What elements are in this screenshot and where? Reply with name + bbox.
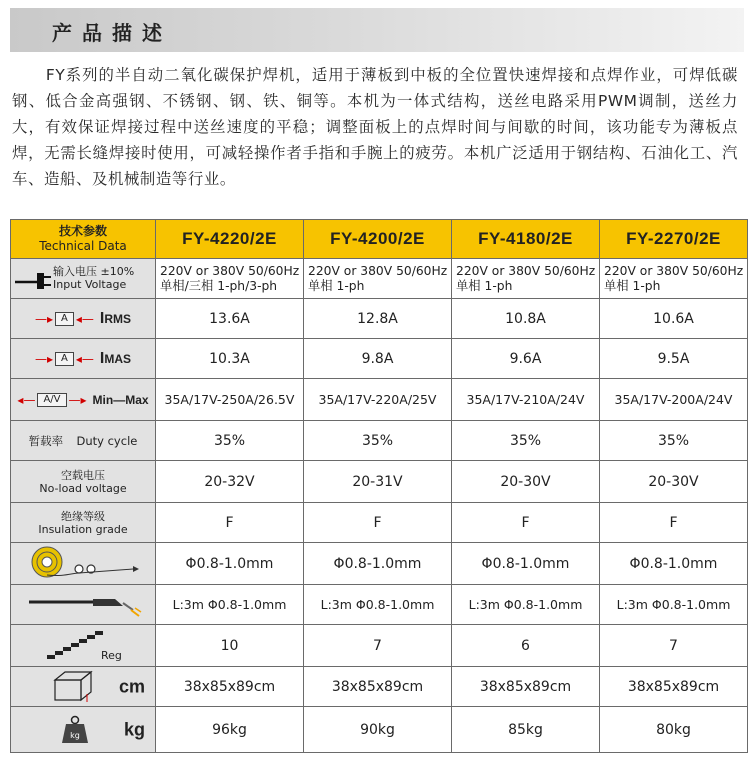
table-cell: 20-32V bbox=[156, 461, 304, 503]
technical-data-cn: 技术参数 bbox=[58, 224, 107, 238]
irms-label: —▸ A ◂— IRMS bbox=[11, 299, 156, 339]
table-cell: 10 bbox=[156, 625, 304, 667]
product-description: FY系列的半自动二氧化碳保护焊机，适用于薄板到中板的全位置快速焊接和点焊作业，可焊低碳钢、低合金高强钢、不锈钢、钢、铁、铜等。本机为一体式结构，送丝电路采用PWM调制，送丝力大，有效保证焊接过程中送丝速度的平稳；调整面板上的点焊时间与间歇的时间，该功能专为薄板点焊，无需长缝焊接时使用，可减轻操作者手指和手腕上的疲劳。本机广泛适用于钢结构、石油化工、汽车、造船、及机械制造等行业。 bbox=[12, 66, 738, 188]
arrow-left-icon: ◂— bbox=[75, 351, 94, 366]
table-cell: 38x85x89cm bbox=[304, 667, 452, 707]
minmax-label: ◂— A/V —▸ Min—Max bbox=[11, 379, 156, 421]
ammeter-icon: A bbox=[55, 352, 74, 366]
section-header-bar bbox=[10, 8, 744, 52]
imax-label: —▸ A ◂— IMAS bbox=[11, 339, 156, 379]
insulation-label: 绝缘等级 Insulation grade bbox=[11, 503, 156, 543]
voltage-cell: 220V or 380V 50/60Hz 单相 1-ph bbox=[600, 259, 748, 299]
table-cell: Φ0.8-1.0mm bbox=[156, 543, 304, 585]
noload-label: 空载电压 No-load voltage bbox=[11, 461, 156, 503]
table-cell: F bbox=[156, 503, 304, 543]
table-cell: 9.8A bbox=[304, 339, 452, 379]
table-cell: 85kg bbox=[452, 707, 600, 753]
voltage-cell: 220V or 380V 50/60Hz 单相/三相 1-ph/3-ph bbox=[156, 259, 304, 299]
table-row bbox=[11, 461, 748, 503]
torch-label bbox=[11, 585, 156, 625]
table-cell: Φ0.8-1.0mm bbox=[304, 543, 452, 585]
reg-label: Reg bbox=[11, 625, 156, 667]
header-label-cell bbox=[11, 220, 156, 259]
table-header-row bbox=[11, 220, 748, 259]
model-header: FY-4180/2E bbox=[452, 220, 600, 259]
table-cell: F bbox=[304, 503, 452, 543]
table-cell: 35% bbox=[156, 421, 304, 461]
table-cell: F bbox=[452, 503, 600, 543]
table-row bbox=[11, 667, 748, 707]
table-row bbox=[11, 379, 748, 421]
table-cell: 7 bbox=[304, 625, 452, 667]
arrow-left-icon: ◂— bbox=[17, 392, 36, 407]
plug-icon bbox=[15, 269, 55, 289]
table-cell: 20-30V bbox=[452, 461, 600, 503]
table-cell: 35% bbox=[452, 421, 600, 461]
table-cell: F bbox=[600, 503, 748, 543]
weight-icon bbox=[61, 715, 89, 745]
svg-text:kg: kg bbox=[70, 731, 80, 740]
table-cell: 80kg bbox=[600, 707, 748, 753]
table-cell: 10.3A bbox=[156, 339, 304, 379]
section-title: 产品描述 bbox=[52, 21, 172, 45]
av-meter-icon: A/V bbox=[37, 393, 66, 407]
table-row bbox=[11, 503, 748, 543]
input-voltage-cn: 输入电压 ±10% bbox=[53, 265, 135, 278]
table-cell: L:3m Φ0.8-1.0mm bbox=[452, 585, 600, 625]
table-cell: 35A/17V-220A/25V bbox=[304, 379, 452, 421]
table-cell: 9.6A bbox=[452, 339, 600, 379]
table-cell: 13.6A bbox=[156, 299, 304, 339]
arrow-right-icon: —▸ bbox=[34, 311, 54, 326]
table-row bbox=[11, 421, 748, 461]
spec-table bbox=[10, 219, 748, 753]
table-cell: 96kg bbox=[156, 707, 304, 753]
table-cell: 20-31V bbox=[304, 461, 452, 503]
table-cell: Φ0.8-1.0mm bbox=[452, 543, 600, 585]
dimensions-label: cm bbox=[11, 667, 156, 707]
voltage-cell: 220V or 380V 50/60Hz 单相 1-ph bbox=[452, 259, 600, 299]
table-cell: 9.5A bbox=[600, 339, 748, 379]
welding-torch-icon bbox=[23, 588, 143, 618]
table-cell: 35A/17V-200A/24V bbox=[600, 379, 748, 421]
table-cell: 7 bbox=[600, 625, 748, 667]
ammeter-icon: A bbox=[55, 312, 74, 326]
arrow-left-icon: ◂— bbox=[75, 311, 94, 326]
table-cell: L:3m Φ0.8-1.0mm bbox=[304, 585, 452, 625]
weight-label: kg kg bbox=[11, 707, 156, 753]
table-cell: 90kg bbox=[304, 707, 452, 753]
table-cell: L:3m Φ0.8-1.0mm bbox=[156, 585, 304, 625]
technical-data-en: Technical Data bbox=[39, 239, 127, 253]
table-row bbox=[11, 707, 748, 753]
table-cell: 38x85x89cm bbox=[600, 667, 748, 707]
input-voltage-label bbox=[11, 259, 156, 299]
table-cell: 10.8A bbox=[452, 299, 600, 339]
model-header: FY-4220/2E bbox=[156, 220, 304, 259]
box-dimensions-icon bbox=[51, 670, 95, 704]
table-row bbox=[11, 543, 748, 585]
arrow-right-icon: —▸ bbox=[68, 392, 87, 407]
table-row bbox=[11, 259, 748, 299]
arrow-right-icon: —▸ bbox=[34, 351, 54, 366]
table-cell: L:3m Φ0.8-1.0mm bbox=[600, 585, 748, 625]
duty-cycle-label: 暂载率 Duty cycle bbox=[11, 421, 156, 461]
table-cell: 6 bbox=[452, 625, 600, 667]
table-cell: 35% bbox=[304, 421, 452, 461]
table-cell: 10.6A bbox=[600, 299, 748, 339]
table-row bbox=[11, 585, 748, 625]
wire-spool-icon bbox=[23, 545, 143, 579]
wire-feed-label bbox=[11, 543, 156, 585]
table-row bbox=[11, 625, 748, 667]
model-header: FY-4200/2E bbox=[304, 220, 452, 259]
table-row bbox=[11, 339, 748, 379]
table-cell: 35A/17V-210A/24V bbox=[452, 379, 600, 421]
steps-icon bbox=[45, 631, 105, 661]
table-row bbox=[11, 299, 748, 339]
table-cell: 38x85x89cm bbox=[156, 667, 304, 707]
table-cell: Φ0.8-1.0mm bbox=[600, 543, 748, 585]
table-cell: 20-30V bbox=[600, 461, 748, 503]
table-cell: 35A/17V-250A/26.5V bbox=[156, 379, 304, 421]
table-cell: 38x85x89cm bbox=[452, 667, 600, 707]
voltage-cell: 220V or 380V 50/60Hz 单相 1-ph bbox=[304, 259, 452, 299]
model-header: FY-2270/2E bbox=[600, 220, 748, 259]
table-cell: 12.8A bbox=[304, 299, 452, 339]
table-cell: 35% bbox=[600, 421, 748, 461]
input-voltage-en: Input Voltage bbox=[53, 278, 127, 291]
